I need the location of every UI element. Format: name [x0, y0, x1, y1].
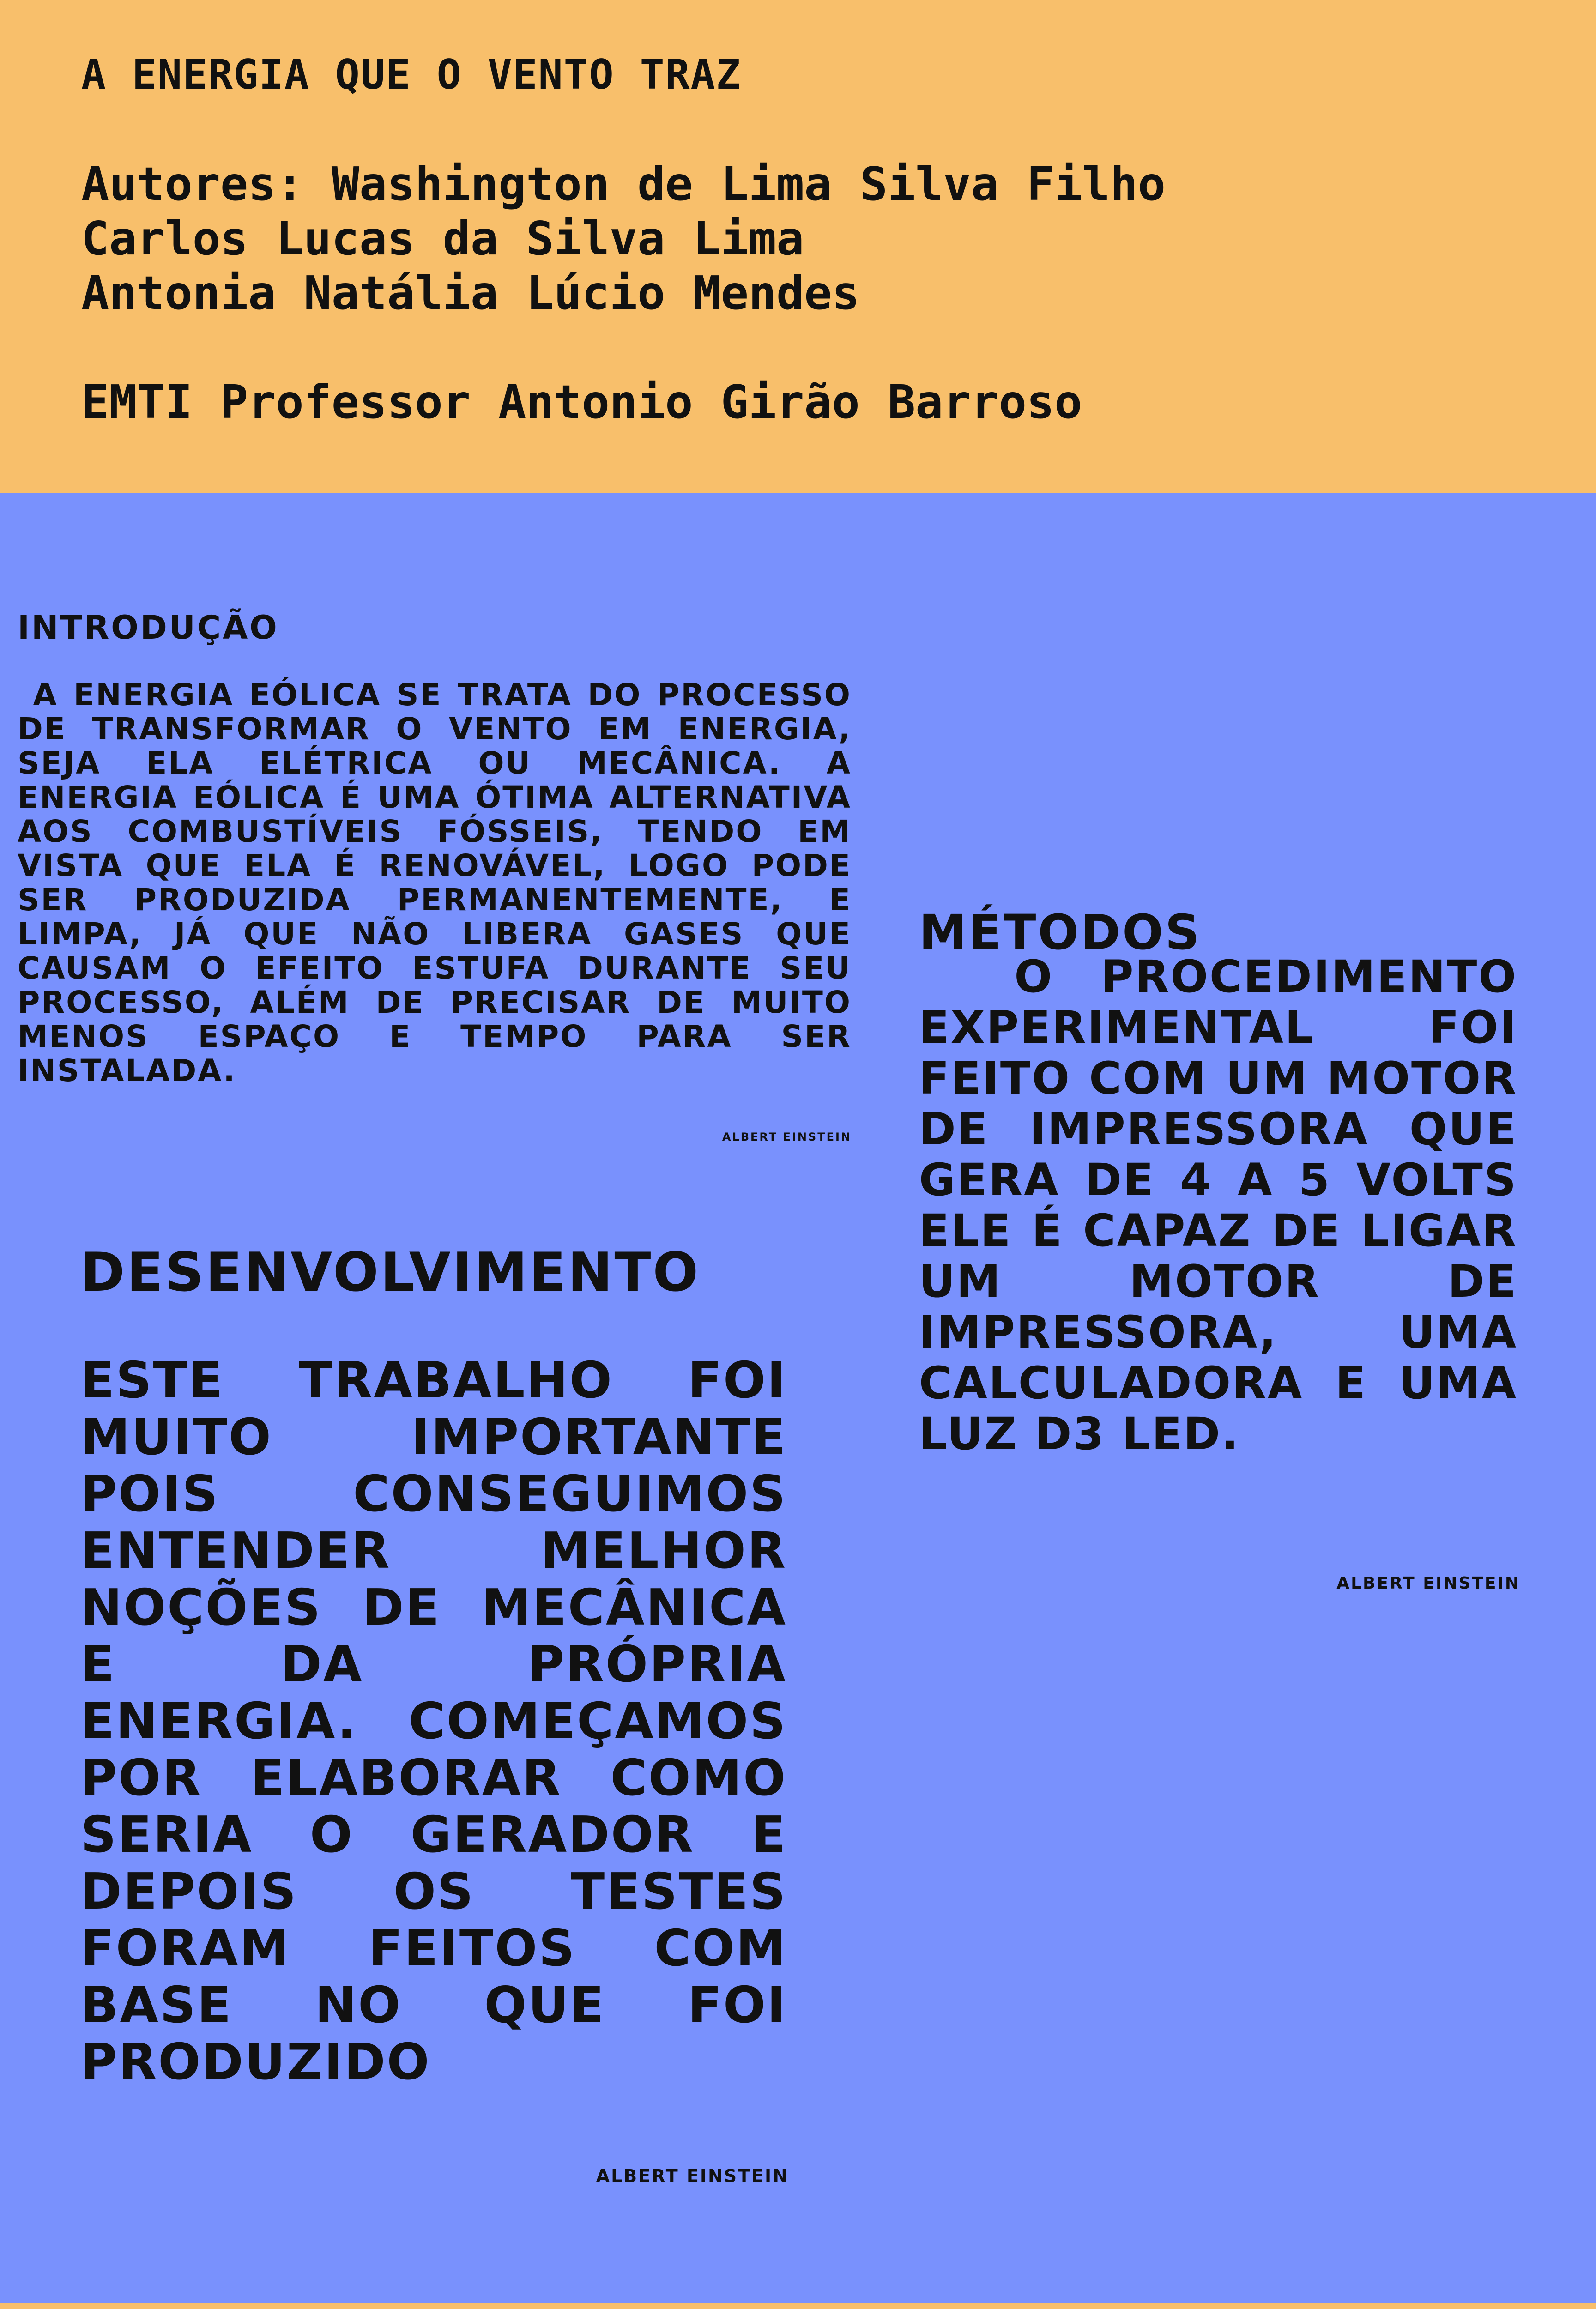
author-line: Carlos Lucas da Silva Lima — [81, 212, 804, 266]
conclusion-section — [0, 2303, 1596, 2309]
introducao-caption: ALBERT EINSTEIN — [722, 1130, 852, 1143]
metodos-text: O PROCEDIMENTO EXPERIMENTAL FOI FEITO COM UM MOTOR DE IMPRESSORA QUE GERA DE 4 A 5 VOLTS ELE É CAPAZ DE LIGAR UM MOTOR DE IMPRESSORA, UMA CALCULADORA E UMA LUZ D3 LED. — [919, 951, 1535, 1460]
introducao-heading: INTRODUÇÃO — [18, 609, 279, 647]
content-section — [0, 493, 1596, 2303]
school-name: EMTI Professor Antonio Girão Barroso — [81, 375, 1082, 429]
metodos-heading: MÉTODOS — [919, 904, 1202, 961]
authors-block — [81, 157, 1166, 320]
author-line: Antonia Natália Lúcio Mendes — [81, 266, 860, 320]
desenvolvimento-text: ESTE TRABALHO FOI MUITO IMPORTANTE POIS CONSEGUIMOS ENTENDER MELHOR NOÇÕES DE MECÂNICA E DA PRÓPRIA ENERGIA. COMEÇAMOS POR ELABORAR COMO SERIA O GERADOR E DEPOIS OS TESTES FORAM FEITOS COM BASE NO QUE FOI PRODUZIDO — [80, 1352, 787, 2091]
desenvolvimento-caption: ALBERT EINSTEIN — [596, 2166, 789, 2186]
metodos-caption: ALBERT EINSTEIN — [1336, 1574, 1520, 1593]
header-section — [0, 0, 1596, 493]
introducao-text: A ENERGIA EÓLICA SE TRATA DO PROCESSO DE TRANSFORMAR O VENTO EM ENERGIA, SEJA ELA ELÉTRICA OU MECÂNICA. A ENERGIA EÓLICA É UMA ÓTIMA ALTERNATIVA AOS COMBUSTÍVEIS FÓSSEIS, TENDO EM VISTA QUE ELA É RENOVÁVEL, LOGO PODE SER PRODUZIDA PERMANENTEMENTE, E LIMPA, JÁ QUE NÃO LIBERA GASES QUE CAUSAM O EFEITO ESTUFA DURANTE SEU PROCESSO, ALÉM DE PRECISAR DE MUITO MENOS ESPAÇO E TEMPO PARA SER INSTALADA. — [18, 677, 864, 1088]
author-line: Autores: Washington de Lima Silva Filho — [81, 157, 1166, 211]
poster-title: A ENERGIA QUE O VENTO TRAZ — [81, 51, 742, 98]
desenvolvimento-heading: DESENVOLVIMENTO — [80, 1241, 701, 1304]
